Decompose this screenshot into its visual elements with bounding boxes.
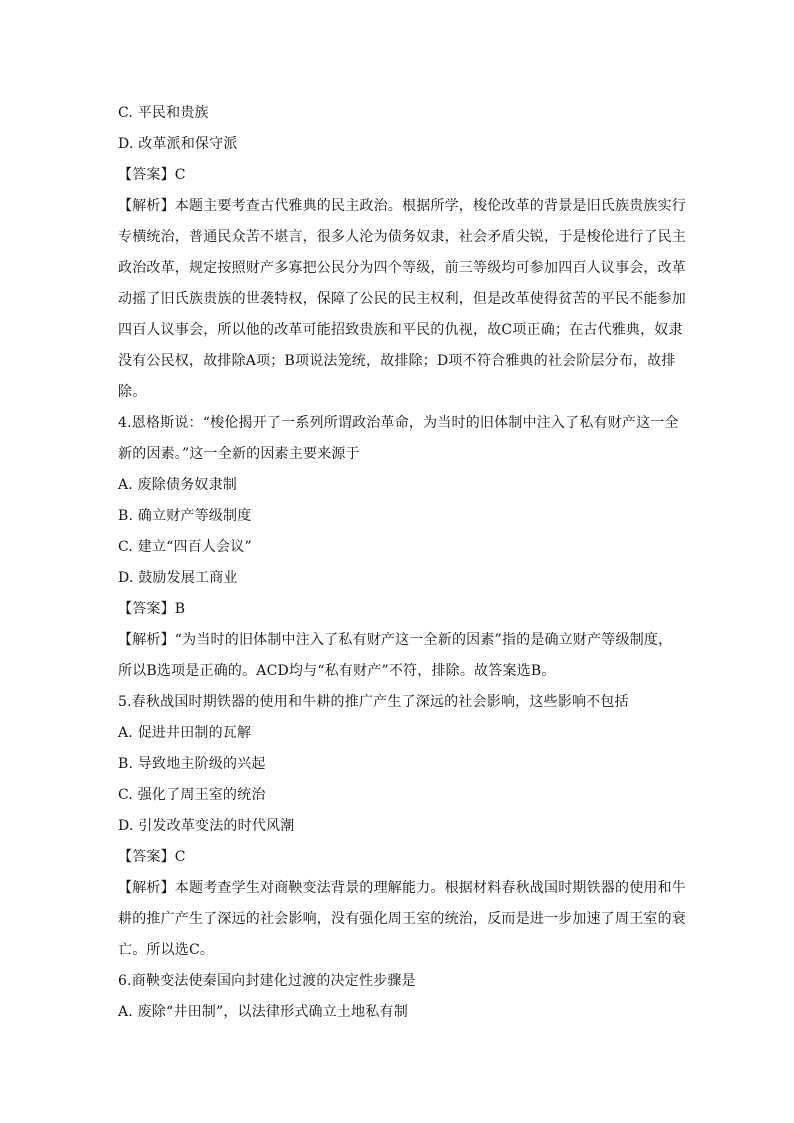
q5-analysis-line: 亡。所以选C。 <box>118 942 215 958</box>
q5-analysis-line: 耕的推广产生了深远的社会影响，没有强化周王室的统治，反而是进一步加速了周王室的衰 <box>118 911 686 927</box>
q5-analysis-line: 【解析】本题考查学生对商鞅变法背景的理解能力。根据材料春秋战国时期铁器的使用和牛 <box>118 880 686 896</box>
q5-answer: 【答案】C <box>118 849 186 865</box>
q5-option-a: A. 促进井田制的瓦解 <box>118 725 252 741</box>
q4-option-c: C. 建立“四百人会议” <box>118 539 252 555</box>
q4-analysis-line: 所以B选项是正确的。ACD均与“私有财产”不符，排除。故答案选B。 <box>118 663 556 679</box>
q4-option-b: B. 确立财产等级制度 <box>118 508 252 524</box>
q3-analysis-line: 动摇了旧氏族贵族的世袭特权，保障了公民的民主权利，但是改革使得贫苦的平民不能参加 <box>118 291 686 307</box>
q4-stem-line: 4.恩格斯说：“梭伦揭开了一系列所谓政治革命，为当时的旧体制中注入了私有财产这一全 <box>118 415 679 431</box>
q3-analysis-line: 专横统治，普通民众苦不堪言，很多人沦为债务奴隶，社会矛盾尖锐，于是梭伦进行了民主 <box>118 229 686 245</box>
q3-analysis-line: 【解析】本题主要考查古代雅典的民主政治。根据所学，梭伦改革的背景是旧氏族贵族实行 <box>118 198 686 214</box>
q4-answer: 【答案】B <box>118 601 186 617</box>
q3-analysis-line: 没有公民权，故排除A项；B项说法笼统，故排除；D项不符合雅典的社会阶层分布，故排 <box>118 353 676 369</box>
q3-option-d: D. 改革派和保守派 <box>118 136 238 152</box>
q5-option-c: C. 强化了周王室的统治 <box>118 787 266 803</box>
q4-option-a: A. 废除债务奴隶制 <box>118 477 238 493</box>
q5-option-d: D. 引发改革变法的时代风潮 <box>118 818 295 834</box>
q3-answer: 【答案】C <box>118 167 186 183</box>
q5-stem: 5.春秋战国时期铁器的使用和牛耕的推广产生了深远的社会影响，这些影响不包括 <box>118 694 629 710</box>
q3-option-c: C. 平民和贵族 <box>118 105 209 121</box>
q3-analysis-line: 除。 <box>118 384 147 400</box>
q4-option-d: D. 鼓励发展工商业 <box>118 570 238 586</box>
q6-stem: 6.商鞅变法使秦国向封建化过渡的决定性步骤是 <box>118 973 416 989</box>
q6-option-a: A. 废除“井田制”，以法律形式确立土地私有制 <box>118 1004 408 1020</box>
q4-stem-line: 新的因素。”这一全新的因素主要来源于 <box>118 446 360 462</box>
q3-analysis-line: 四百人议事会，所以他的改革可能招致贵族和平民的仇视，故C项正确；在古代雅典，奴隶 <box>118 322 683 338</box>
q3-analysis-line: 政治改革，规定按照财产多寡把公民分为四个等级，前三等级均可参加四百人议事会，改革 <box>118 260 686 276</box>
q4-analysis-line: 【解析】“为当时的旧体制中注入了私有财产这一全新的因素”指的是确立财产等级制度， <box>118 632 673 648</box>
document-page <box>118 98 686 1028</box>
q5-option-b: B. 导致地主阶级的兴起 <box>118 756 266 772</box>
